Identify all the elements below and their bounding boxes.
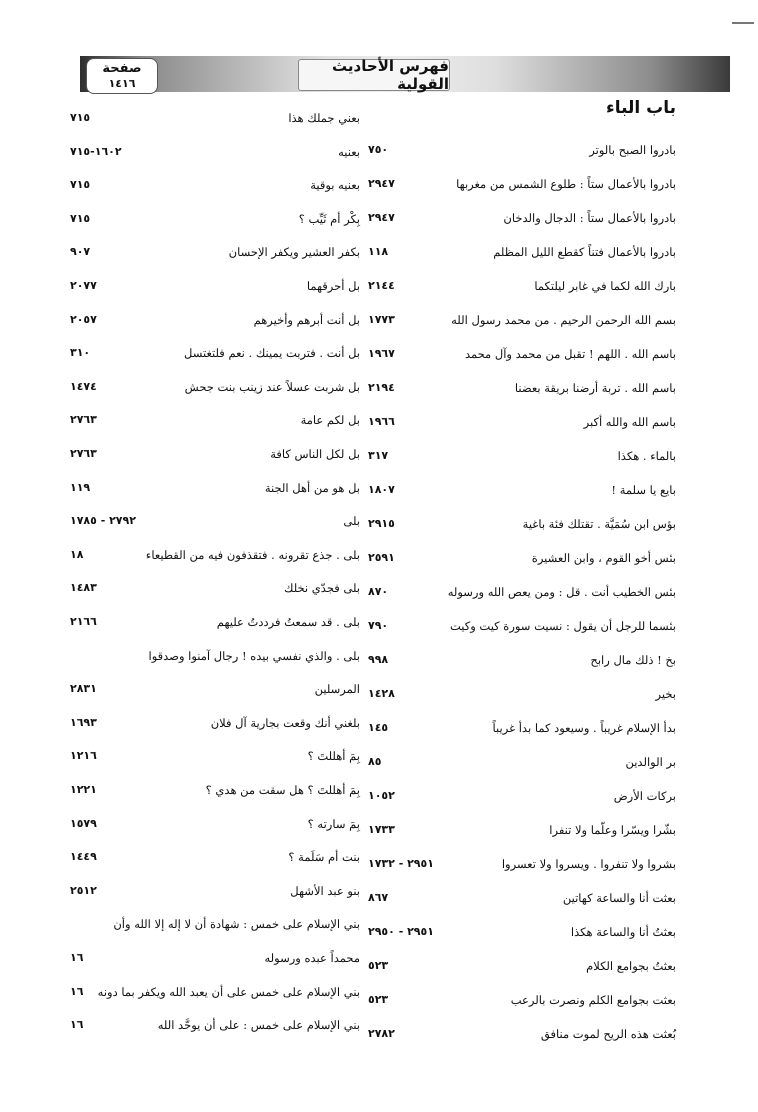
hadith-reference-number: ١٤٢٨ [368, 687, 395, 700]
hadith-text: بلى . جذع تقرونه . فتقذفون فيه من القطيعاء [145, 547, 360, 562]
hadith-text: بل أنت أبرهم وأخيرهم [253, 312, 360, 327]
hadith-reference-number: ٧٩٠ [368, 619, 389, 632]
hadith-reference-number: ٥٢٣ [368, 993, 389, 1006]
index-entry [0, 343, 758, 365]
index-entry [0, 578, 758, 600]
section-title: باب الباء [606, 98, 676, 118]
index-entry [0, 444, 758, 466]
hadith-text: باسم الله . اللهم ! تقبل من محمد وآل محمد [464, 347, 676, 361]
hadith-text: بعثت بجوامع الكلم ونصرت بالرعب [510, 993, 676, 1007]
hadith-reference-number: ٢٠٧٧ [70, 279, 97, 292]
index-entry [0, 108, 758, 130]
hadith-reference-number: ٣١٧ [368, 449, 389, 462]
hadith-reference-number: ٢٧٩٢ - ١٧٨٥ [70, 514, 136, 528]
index-entry [0, 746, 758, 768]
hadith-reference-number: ٨٥ [368, 755, 382, 768]
hadith-text: بعثتُ أنا والساعة هكذا [570, 925, 676, 939]
hadith-reference-number: ١٤٥ [368, 721, 389, 734]
hadith-text: بِمَ سارته ؟ [307, 816, 360, 831]
hadith-text: بل أنت . فتربت يمينك . نعم فلتغتسل [184, 346, 360, 361]
hadith-text: بادروا بالأعمال ستاً : الدجال والدخان [503, 211, 676, 225]
hadith-reference-number: ٢٩٥١ - ٢٩٥٠ [368, 925, 434, 938]
hadith-reference-number: ٢١٤٤ [368, 279, 395, 292]
hadith-text: بئس الخطيب أنت . قل : ومن يعص الله ورسوله [447, 585, 676, 599]
hadith-reference-number: ٢٧٨٢ [368, 1027, 395, 1040]
hadith-text: بكفر العشير ويكفر الإحسان [228, 245, 360, 260]
hadith-reference-number: ١٦٩٣ [70, 715, 97, 729]
index-entry [0, 242, 758, 264]
hadith-text: بشروا ولا تنفروا . ويسروا ولا تعسروا [501, 857, 676, 871]
hadith-reference-number: ١٦ [70, 951, 84, 964]
index-entry [0, 881, 758, 903]
hadith-text: بِكْر أم ثَيِّب ؟ [298, 211, 360, 226]
hadith-text: بشّرا ويسّرا وعلّما ولا تنفرا [549, 823, 676, 837]
hadith-text: بنت أم سَلَمة ؟ [288, 850, 360, 865]
hadith-reference-number: ١٤٤٩ [70, 850, 97, 864]
hadith-reference-number: ٨٦٧ [368, 891, 389, 904]
hadith-text: بعني جملك هذا [288, 111, 360, 125]
hadith-text: بل شربت عسلاً عند زينب بنت جحش [184, 379, 360, 394]
hadith-reference-number: ٧١٥ [70, 111, 91, 124]
hadith-reference-number: ٢١٦٦ [70, 615, 97, 628]
hadith-text: بايع يا سلمة ! [611, 483, 676, 497]
hadith-text: بنو عبد الأشهل [290, 883, 360, 898]
index-entry [0, 780, 758, 802]
hadith-text: بئسما للرجل أن يقول : نسيت سورة كيت وكيت [449, 619, 676, 633]
hadith-reference-number: ١٩٦٦ [368, 415, 395, 428]
hadith-reference-number: ٢٧٦٣ [70, 413, 97, 427]
index-entry [0, 713, 758, 735]
hadith-reference-number: ٢٩٤٧ [368, 177, 395, 190]
hadith-reference-number: ٢١٩٤ [368, 381, 395, 394]
hadith-text: بعنيه بوقية [310, 178, 360, 193]
hadith-reference-number: ٢٩١٥ [368, 517, 395, 530]
index-entry [0, 982, 758, 1004]
hadith-reference-number: ١٤٨٣ [70, 581, 97, 595]
index-entry [0, 310, 758, 332]
hadith-reference-number: ٢٧٦٣ [70, 447, 97, 460]
index-entry [0, 511, 758, 533]
hadith-reference-number: ١٩٦٧ [368, 347, 395, 360]
hadith-text: باسم الله والله أكبر [583, 415, 676, 429]
hadith-text: بلى . والذي نفسي بيده ! رجال آمنوا وصدقوا [148, 648, 360, 663]
hadith-reference-number: ٢٨٣١ [70, 682, 97, 696]
hadith-reference-number: ١٢١٦ [70, 749, 97, 763]
index-entry [0, 276, 758, 298]
index-entry [0, 1015, 758, 1037]
hadith-text: بل أحرقهما [306, 279, 360, 293]
hadith-reference-number: ١٤٧٤ [70, 379, 97, 393]
hadith-reference-number: ١٦ [70, 1018, 84, 1032]
hadith-text: بل لكل الناس كافة [270, 447, 360, 461]
hadith-text: محمداً عبده ورسوله [264, 951, 360, 965]
index-entry [0, 410, 758, 432]
hadith-text: بالماء . هكذا [617, 449, 676, 463]
index-entry [0, 646, 758, 668]
hadith-reference-number: ٢٠٥٧ [70, 312, 97, 326]
hadith-text: المرسلين [314, 682, 360, 697]
hadith-reference-number: ٩٩٨ [368, 653, 389, 666]
hadith-text: بعنيه [338, 144, 360, 159]
hadith-text: بل لكم عامة [300, 413, 360, 428]
hadith-text: بلى فجدّي نخلك [284, 581, 360, 596]
hadith-text: بني الإسلام على خمس : شهادة أن لا إله إلا الله وأن [113, 917, 360, 932]
index-entry [0, 209, 758, 231]
hadith-text: بعثت أنا والساعة كهاتين [562, 891, 676, 905]
hadith-text: بل هو من أهل الجنة [264, 480, 360, 495]
hadith-reference-number: ١٧٣٣ [368, 823, 395, 836]
hadith-text: بئس أخو القوم ، وابن العشيرة [531, 551, 676, 565]
index-entry [0, 612, 758, 634]
hadith-text: بلى [343, 514, 360, 529]
hadith-reference-number: ١٦٠٢-٧١٥ [70, 144, 122, 158]
hadith-reference-number: ٢٥٩١ [368, 551, 395, 564]
hadith-text: باسم الله . تربة أرضنا بريقة بعضنا [514, 381, 676, 395]
hadith-text: بادروا الصبح بالوتر [589, 143, 676, 157]
hadith-reference-number: ٢٩٥١ - ١٧٣٢ [368, 857, 434, 870]
index-entry [0, 545, 758, 567]
hadith-text: بلغني أنك وقعت بجارية آل فلان [210, 715, 360, 730]
hadith-text: بر الوالدين [625, 755, 676, 769]
hadith-reference-number: ٥٢٣ [368, 959, 389, 972]
hadith-reference-number: ٢٥١٢ [70, 883, 97, 897]
page-label: صفحة [102, 61, 142, 76]
hadith-reference-number: ٧١٥ [70, 211, 91, 225]
index-entry [0, 175, 758, 197]
hadith-text: بخ ! ذلك مال رابح [590, 653, 676, 667]
hadith-text: بسم الله الرحمن الرحيم . من محمد رسول الله [451, 313, 676, 327]
hadith-text: بِمَ أهللتَ ؟ هل سقت من هدي ؟ [205, 783, 360, 797]
index-entry [0, 814, 758, 836]
index-entry [0, 377, 758, 399]
hadith-text: بارك الله لكما في غابر ليلتكما [534, 279, 676, 293]
index-entry [0, 478, 758, 500]
hadith-reference-number: ١٢٢١ [70, 783, 97, 796]
hadith-reference-number: ٩٠٧ [70, 245, 91, 259]
hadith-text: بلى . قد سمعتُ فرددتُ عليهم [216, 615, 360, 629]
hadith-reference-number: ١٧٧٣ [368, 313, 395, 326]
index-entry [0, 948, 758, 970]
hadith-reference-number: ٧٥٠ [368, 143, 389, 156]
hadith-reference-number: ٨٧٠ [368, 585, 389, 598]
hadith-text: بخير [655, 687, 676, 701]
hadith-reference-number: ٧١٥ [70, 178, 91, 192]
hadith-reference-number: ١٦ [70, 984, 84, 998]
hadith-reference-number: ١٨ [70, 547, 84, 561]
hadith-reference-number: ١٠٥٢ [368, 789, 395, 802]
index-entry [0, 679, 758, 701]
hadith-text: بني الإسلام على خمس على أن يعبد الله ويكفر بما دونه [97, 984, 360, 999]
hadith-text: بدأ الإسلام غريباً . وسيعود كما بدأ غريباً [492, 721, 676, 735]
hadith-text: بادروا بالأعمال ستاً : طلوع الشمس من مغربها [456, 177, 676, 191]
index-title: فهرس الأحاديث القولية [298, 59, 450, 91]
hadith-reference-number: ٣١٠ [70, 346, 91, 360]
hadith-text: بركات الأرض [613, 789, 676, 803]
hadith-text: بعثتُ بجوامع الكلام [586, 959, 676, 973]
hadith-reference-number: ١١٨ [368, 245, 389, 258]
hadith-reference-number: ١١٩ [70, 480, 91, 494]
hadith-text: بني الإسلام على خمس : على أن يوحَّد الله [157, 1018, 360, 1033]
hadith-text: بِمَ أهللتَ ؟ [307, 749, 360, 764]
hadith-reference-number: ١٨٠٧ [368, 483, 395, 496]
hadith-reference-number: ١٥٧٩ [70, 816, 97, 830]
hadith-text: بُعثت هذه الريح لموت منافق [540, 1027, 676, 1041]
hadith-text: بادروا بالأعمال فتناً كقطع الليل المظلم [493, 245, 676, 259]
hadith-text: بؤس ابن سُمَيَّة . تقتلك فئة باغية [522, 517, 676, 531]
index-entry [0, 142, 758, 164]
index-entry [0, 914, 758, 936]
page-number: ١٤١٦ [108, 77, 136, 90]
index-entry [0, 847, 758, 869]
hadith-reference-number: ٢٩٤٧ [368, 211, 395, 224]
